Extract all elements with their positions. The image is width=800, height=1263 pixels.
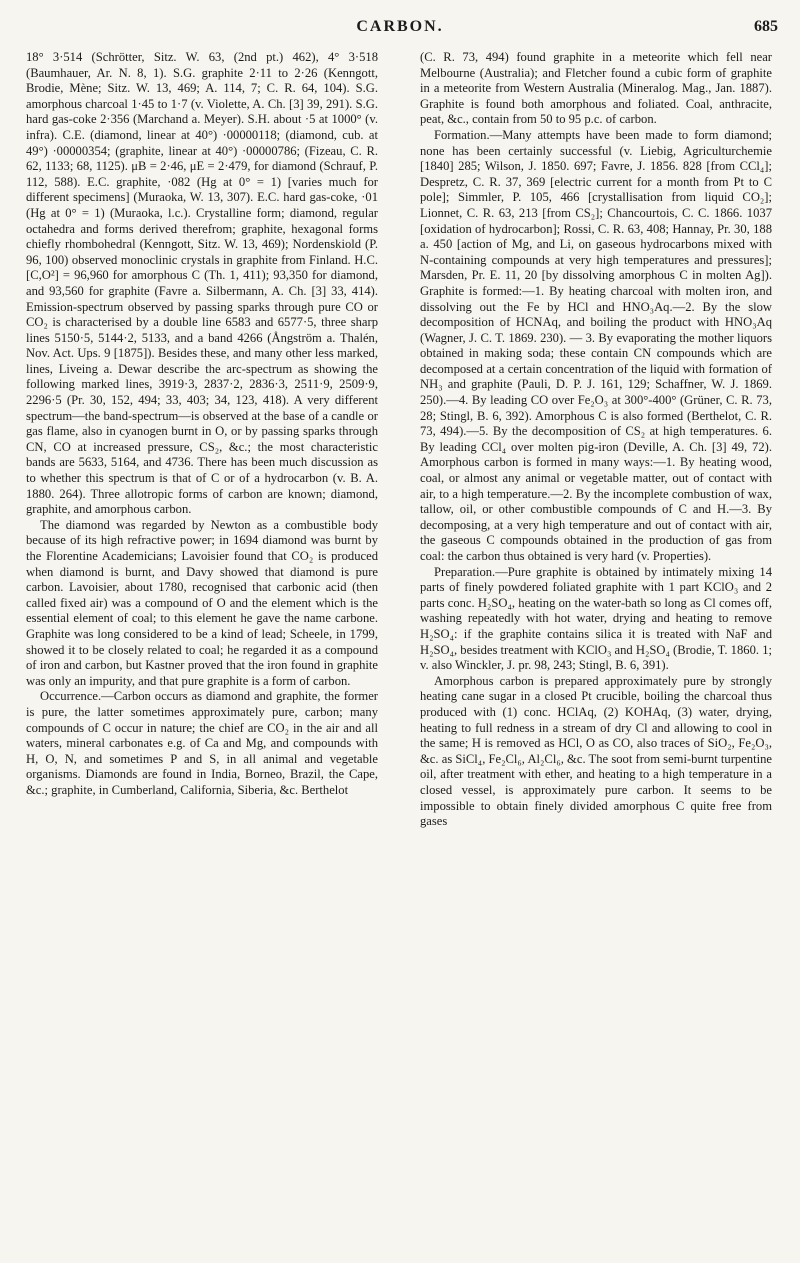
left-column [26,50,378,799]
paragraph-preparation-amorphous: Amorphous carbon is prepared approximately pure by strongly heating cane sugar in a closed Pt crucible, boiling the charcoal thus produced with (1) conc. HClAq, (2) KOHAq, (3) water, drying, heating to full redness in a stream of dry Cl and allowing to cool in the same; H is removed as HCl, O as CO, also traces of SiO₂, Fe₂O₃, &c. as SiCl₄, Fe₂Cl₆, Al₂Cl₆, &c. The soot from semi-burnt turpentine oil, after treatment with ether, and heating to a high temperature in a closed vessel, is approximately pure carbon. It seems to be impossible to obtain finely divided amorphous C quite free from gases [420,673,772,829]
paragraph-history: The diamond was regarded by Newton as a combustible body because of its high refractive power; in 1694 diamond was burnt by the Florentine Academicians; Lavoisier found that CO₂ is produced when diamond is burnt, and Davy showed that diamond is pure carbon. Lavoisier, about 1780, recognised that carbonic acid (then called fixed air) was a compound of O and the element which is the essential element of coal; to this element he gave the name carbone. Graphite was long considered to be a kind of lead; Scheele, in 1799, showed it to be closely related to coal; he regarded it as a compound of iron and carbon, but Kastner proved that the iron found in graphite was only an impurity, and that pure graphite is a form of carbon. [26,517,378,688]
paragraph-formation: Formation.—Many attempts have been made to form diamond; none has been certainly successful (v. Liebig, Agriculturchemie [1840] 285; Wilson, J. 1850. 697; Favre, J. 1856. 828 [from CCl₄]; Despretz, C. R. 37, 369 [electric current for a month from Pt to C pole]; Simmler, P. 105, 466 [crystallisation from liquid CO₂]; Lionnet, C. R. 63, 213 [from CS₂]; Chancourtois, C. C. 1866. 1037 [oxidation of hydrocarbon]; Rossi, C. R. 63, 408; Hannay, Pr. 30, 188 a. 450 [action of Mg, and Li, on gaseous hydrocarbons mixed with N-containing compounds at very high temperatures and pressures]; Marsden, Pr. E. 11, 20 [by dissolving amorphous C in molten Ag]). Graphite is formed:—1. By heating charcoal with molten iron, and dissolving out the Fe by HCl and HNO₃Aq.—2. By the slow decomposition of HCNAq, and boiling the product with HNO₃Aq (Wagner, J. C. T. 1869. 230). — 3. By evaporating the mother liquors obtained in making soda; these contain CN compounds which are decomposed at a certain concentration of the liquid with formation of NH₃ and graphite (Pauli, D. P. J. 161, 129; Schaffner, W. J. 1869. 250).—4. By leading CO over Fe₂O₃ at 300°-400° (Grüner, C. R. 73, 28; Stingl, B. 6, 392). Amorphous C is also formed (Berthelot, C. R. 73, 494).—5. By the decomposition of CS₂ at high temperatures. 6. By leading CCl₄ over molten pig-iron (Deville, A. Ch. [3] 49, 72). Amorphous carbon is formed in many ways:—1. By heating wood, coal, or almost any animal or vegetable matter, out of contact with air, to a high temperature.—2. By the incomplete combustion of wax, tallow, oil, or other combustible compounds of C and H.—3. By decomposing, at a very high temperature and out of contact with air, the gaseous C compounds obtained in the production of gas from coal: the carbon thus obtained is very hard (v. Properties). [420,127,772,563]
running-head: CARBON. [356,18,444,35]
paragraph-properties: 18° 3·514 (Schrötter, Sitz. W. 63, (2nd pt.) 462), 4° 3·518 (Baumhauer, Ar. N. 8, 1). S.G. graphite 2·11 to 2·26 (Kenngott, Brodie, Mène; Sitz. W. 13, 469; A. 114, 7; C. R. 64, 104). S.G. amorphous charcoal 1·45 to 1·7 (v. Violette, A. Ch. [3] 39, 291). S.G. hard gas-coke 2·356 (Marchand a. Meyer). S.H. about ·5 at 1000° (v. infra). C.E. (diamond, linear at 40°) ·00000118; (diamond, cub. at 49°) ·00000354; (graphite, linear at 40°) ·00000786; (Fizeau, C. R. 62, 1133; 68, 1125). μB = 2·46, μE = 2·479, for diamond (Schrauf, P. 112, 588). E.C. graphite, ·082 (Hg at 0° = 1) [varies much for different specimens] (Muraoka, W. 13, 307). E.C. hard gas-coke, ·01 (Hg at 0° = 1) (Muraoka, l.c.). Crystalline form; diamond, regular octahedra and forms derived therefrom; graphite, hexagonal forms chiefly rhombohedral (Kenngott, Sitz. W. 13, 469); Nordenskiold (P. 96, 100) observed monoclinic crystals in graphite from Finland. H.C. [C,O²] = 96,960 for amorphous C (Th. 1, 411); 93,350 for diamond, and 93,560 for graphite (Favre a. Silbermann, A. Ch. [3] 33, 414). Emission-spectrum observed by passing sparks through pure CO or CO₂ is characterised by a double line 6583 and 6577·5, three sharp lines 5150·5, 5144·2, 5133, and a band 4266 (Ångström a. Thalén, Nov. Act. Ups. 9 [1875]). Besides these, and many other less marked, lines, Liveing a. Dewar describe the arc-spectrum as showing the following marked lines, 3919·3, 2837·2, 2836·3, 2511·9, 2509·9, 2296·5 (Pr. 30, 152, 494; 33, 403; 34, 123, 418). A very different spectrum—the band-spectrum—is observed at the base of a candle or gas flame, also in cyanogen burnt in O, or by passing sparks through CN, CO at increased pressure, CS₂, &c.; the most characteristic bands are 5633, 5164, and 4736. There has been much discussion as to whether this spectrum is that of C or of a hydrocarbon (v. B. A. 1880. 264). Three allotropic forms of carbon are known; diamond, graphite, and amorphous carbon. [26,50,378,517]
right-column [420,50,772,830]
paragraph-occurrence: Occurrence.—Carbon occurs as diamond and graphite, the former is pure, the latter sometimes approximately pure, carbon; many compounds of C occur in nature; the chief are CO₂ in the air and all waters, mineral carbonates e.g. of Ca and Mg, and compounds with H, O, N, and sometimes P and S, in all animal and vegetable organisms. Diamonds are found in India, Borneo, Brazil, the Cape, &c.; graphite, in Cumberland, California, Siberia, &c. Berthelot [26,689,378,797]
page-header [0,16,800,46]
paragraph-preparation-graphite: Preparation.—Pure graphite is obtained by intimately mixing 14 parts of finely powdered foliated graphite with 1 part KClO₃ and 2 parts conc. H₂SO₄, heating on the water-bath so long as Cl comes off, washing repeatedly with hot water, drying and heating to remove H₂SO₄: if the graphite contains silica it is treated with NaF and H₂SO₄, besides treatment with KClO₃ and H₂SO₄ (Brodie, T. 1860. 1; v. also Winckler, J. pr. 98, 243; Stingl, B. 6, 391). [420,564,772,673]
page-number: 685 [754,18,778,35]
paragraph-occurrence-continued: (C. R. 73, 494) found graphite in a meteorite which fell near Melbourne (Australia); and Fletcher found a cubic form of graphite in a meteorite from Western Australia (Mineralog. Mag., Jan. 1887). Graphite is found both amorphous and foliated. Coal, anthracite, peat, &c., contain from 50 to 95 p.c. of carbon. [420,50,772,127]
